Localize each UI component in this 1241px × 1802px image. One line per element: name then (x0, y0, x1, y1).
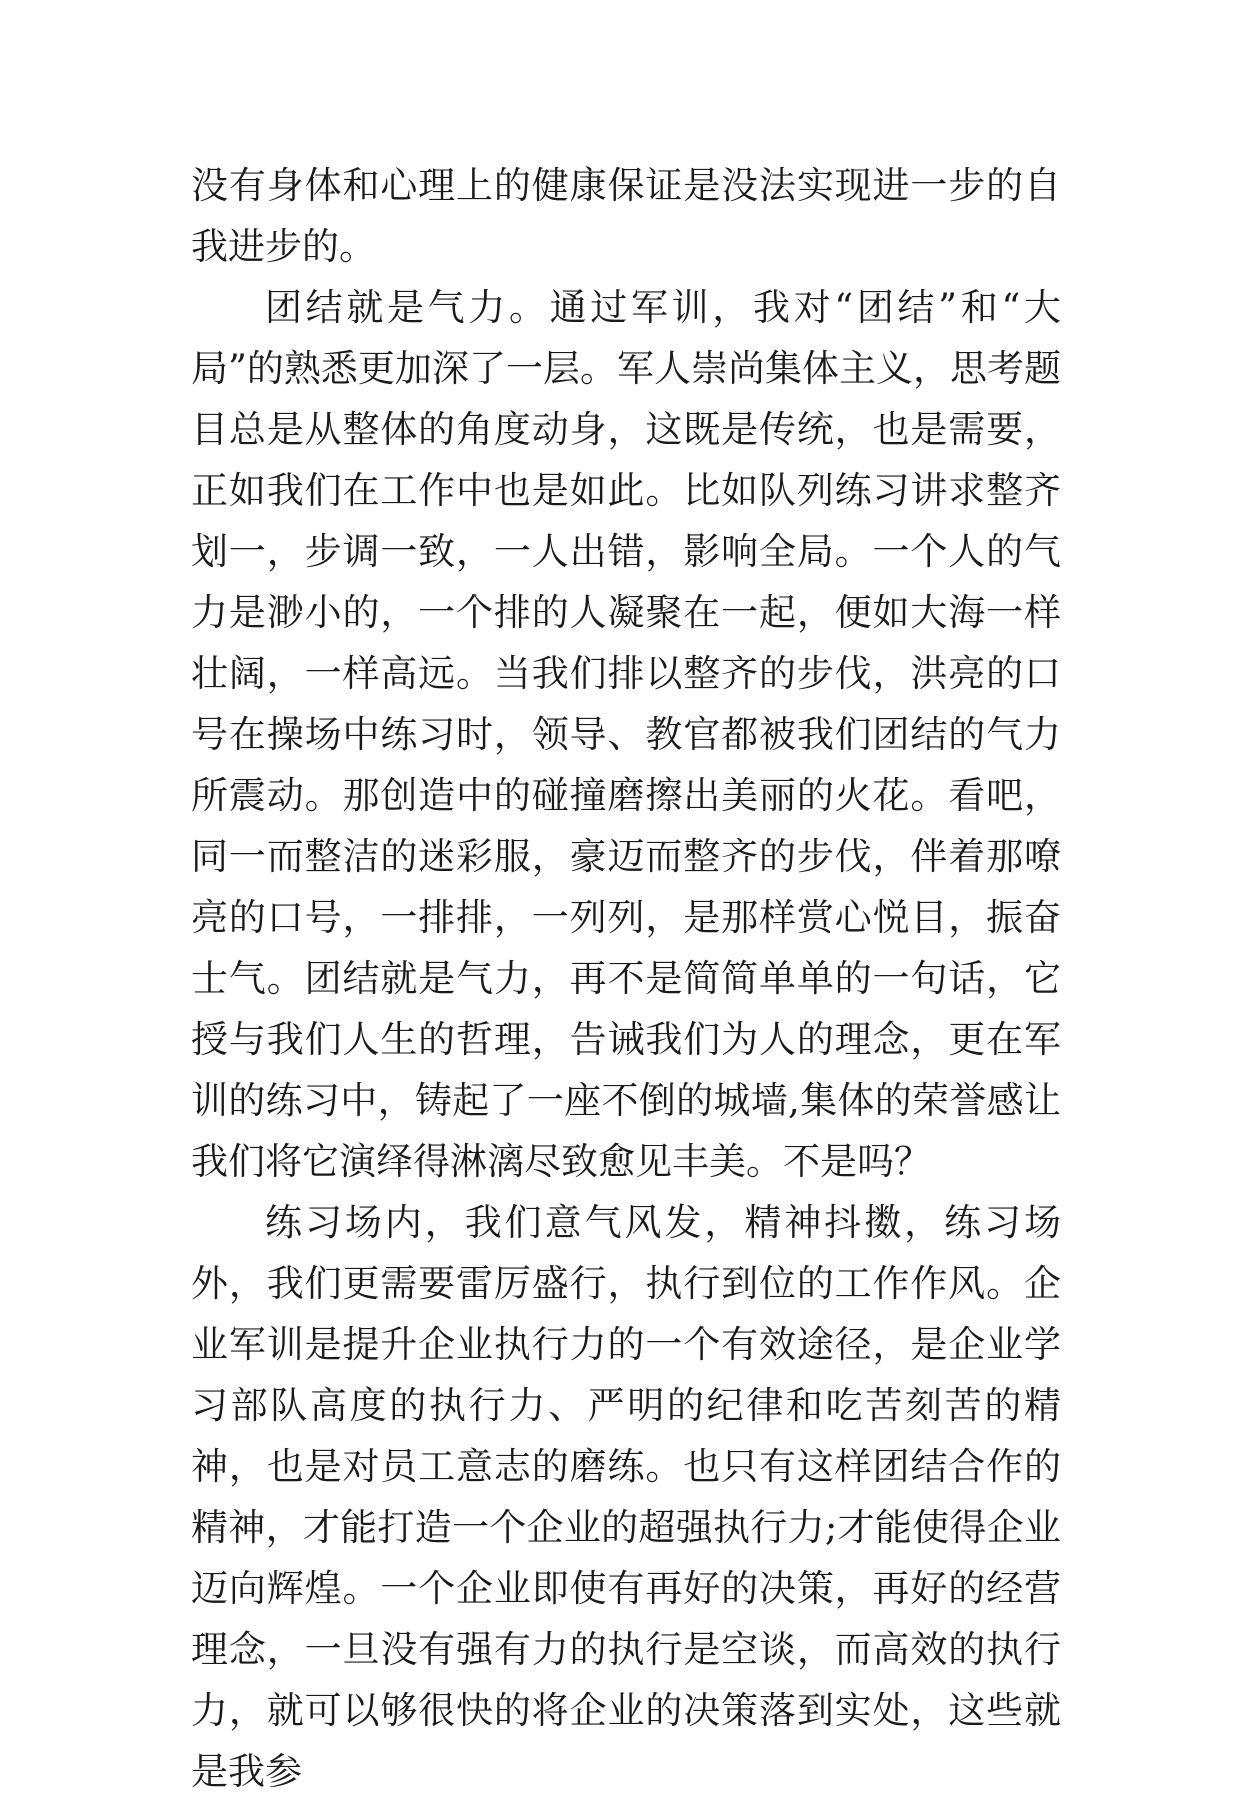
paragraph-3: 练习场内，我们意气风发，精神抖擞，练习场外，我们更需要雷厉盛行，执行到位的工作作风。企业军训是提升企业执行力的一个有效途径，是企业学习部队高度的执行力、严明的纪律和吃苦刻苦的精神，也是对员工意志的磨练。也只有这样团结合作的精神，才能打造一个企业的超强执行力;才能使得企业迈向辉煌。一个企业即使有再好的决策，再好的经营理念，一旦没有强有力的执行是空谈，而高效的执行力，就可以够很快的将企业的决策落到实处，这些就是我参 (191, 1201, 1061, 1793)
paragraph-1: 没有身体和心理上的健康保证是没法实现进一步的自我进步的。 (191, 164, 1061, 268)
paragraph-2: 团结就是气力。通过军训，我对“团结”和“大局”的熟悉更加深了一层。军人崇尚集体主义，思考题目总是从整体的角度动身，这既是传统，也是需要，正如我们在工作中也是如此。比如队列练习讲求整齐划一，步调一致，一人出错，影响全局。一个人的气力是渺小的，一个排的人凝聚在一起，便如大海一样壮阔，一样高远。当我们排以整齐的步伐，洪亮的口号在操场中练习时，领导、教官都被我们团结的气力所震动。那创造中的碰撞磨擦出美丽的火花。看吧，同一而整洁的迷彩服，豪迈而整齐的步伐，伴着那嘹亮的口号，一排排，一列列，是那样赏心悦目，振奋士气。团结就是气力，再不是简简单单的一句话，它授与我们人生的哲理，告诫我们为人的理念，更在军训的练习中，铸起了一座不倒的城墙,集体的荣誉感让我们将它演绎得淋漓尽致愈见丰美。不是吗？ (191, 286, 1061, 1183)
document-body (191, 155, 1061, 1802)
